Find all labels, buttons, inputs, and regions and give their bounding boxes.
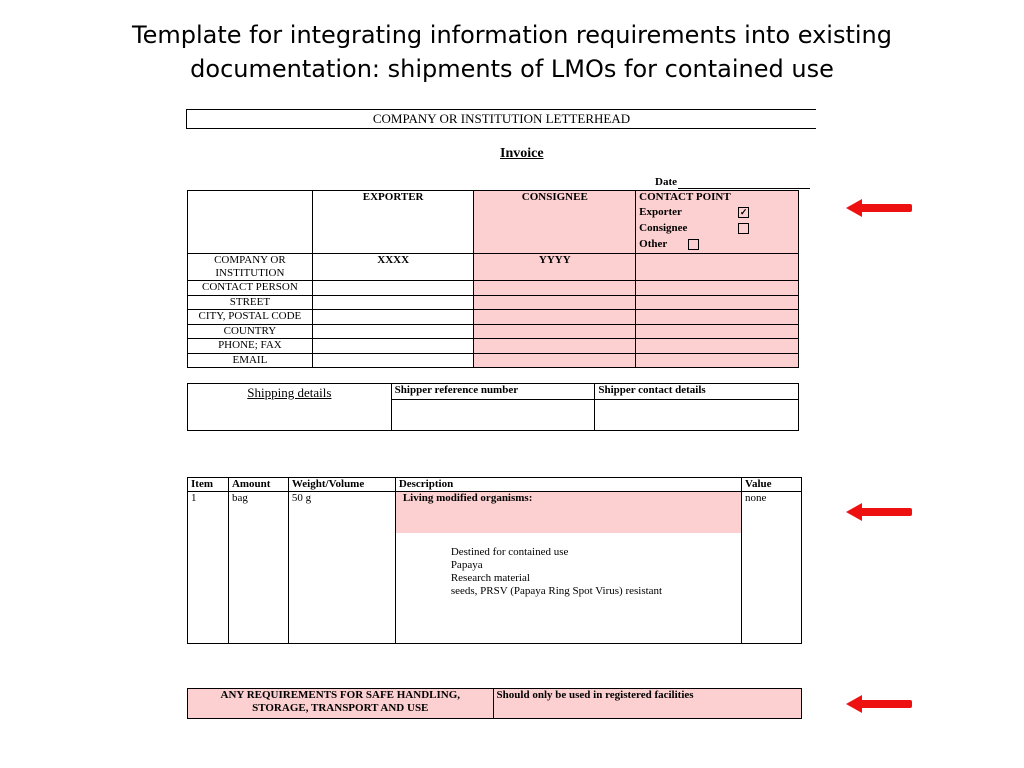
- shipping-table: [187, 383, 799, 431]
- value-header: Value: [742, 478, 802, 492]
- invoice-title: Invoice: [500, 146, 544, 161]
- lmo-label: Living modified organisms:: [396, 492, 741, 533]
- row-label: COUNTRY: [188, 325, 313, 339]
- contact-option-label: Exporter: [639, 206, 682, 218]
- contact-point-cell: [636, 191, 799, 254]
- exporter-value: [312, 296, 474, 310]
- requirements-label-line-2: STORAGE, TRANSPORT AND USE: [252, 702, 429, 714]
- row-label: EMAIL: [188, 354, 313, 368]
- consignee-value: [474, 281, 636, 296]
- detail-line: Papaya: [450, 559, 483, 571]
- items-table: [187, 477, 802, 644]
- contact-value: [636, 354, 799, 368]
- exporter-value: XXXX: [312, 254, 474, 281]
- empty-checkbox-icon[interactable]: [738, 223, 749, 234]
- requirements-row: [188, 689, 802, 719]
- party-row-email: [188, 354, 799, 368]
- description-header: Description: [395, 478, 741, 492]
- detail-line: Destined for contained use: [450, 546, 569, 558]
- contact-value: [636, 325, 799, 339]
- shipper-contact-value: [595, 400, 799, 431]
- description-cell: [395, 492, 741, 644]
- arrow-shaft: [860, 700, 912, 708]
- item-header: Item: [188, 478, 229, 492]
- row-label: CONTACT PERSON: [188, 281, 313, 296]
- contact-value: [636, 339, 799, 354]
- party-row-contact-person: [188, 281, 799, 296]
- row-label: PHONE; FAX: [188, 339, 313, 354]
- description-details: [396, 533, 741, 598]
- red-arrow-icon: [846, 199, 914, 217]
- slide-title-line-2: documentation: shipments of LMOs for contained use: [190, 55, 834, 83]
- contact-option-other[interactable]: [639, 236, 699, 252]
- consignee-value: [474, 354, 636, 368]
- party-row-phone: [188, 339, 799, 354]
- party-row-city: [188, 310, 799, 325]
- shipper-contact-header: Shipper contact details: [595, 384, 799, 400]
- party-row-street: [188, 296, 799, 310]
- consignee-value: YYYY: [474, 254, 636, 281]
- row-label: CITY, POSTAL CODE: [188, 310, 313, 325]
- exporter-value: [312, 310, 474, 325]
- contact-value: [636, 296, 799, 310]
- amount-header: Amount: [228, 478, 288, 492]
- shipper-ref-header: Shipper reference number: [391, 384, 595, 400]
- parties-header-row: [188, 191, 799, 254]
- slide-title: [0, 18, 1024, 86]
- contact-option-exporter[interactable]: [639, 204, 749, 220]
- consignee-value: [474, 296, 636, 310]
- contact-value: [636, 310, 799, 325]
- red-arrow-icon: [846, 503, 914, 521]
- contact-value: [636, 281, 799, 296]
- shipper-ref-value: [391, 400, 595, 431]
- requirements-value: Should only be used in registered facilities: [493, 689, 801, 719]
- party-row-country: [188, 325, 799, 339]
- empty-checkbox-icon[interactable]: [688, 239, 699, 250]
- parties-empty-cell: [188, 191, 313, 254]
- table-row: [188, 492, 802, 644]
- checked-checkbox-icon[interactable]: ✓: [739, 206, 748, 217]
- date-label: Date: [655, 176, 677, 188]
- letterhead-text: COMPANY OR INSTITUTION LETTERHEAD: [372, 111, 631, 126]
- requirements-label-line-1: ANY REQUIREMENTS FOR SAFE HANDLING,: [220, 689, 461, 701]
- consignee-value: [474, 325, 636, 339]
- weight-header: Weight/Volume: [288, 478, 395, 492]
- parties-table: [187, 190, 799, 368]
- exporter-value: [312, 325, 474, 339]
- consignee-value: [474, 339, 636, 354]
- items-header-row: [188, 478, 802, 492]
- party-row-company: [188, 254, 799, 281]
- shipping-header-row: [188, 384, 799, 400]
- detail-line: Research material: [450, 572, 530, 584]
- requirements-table: [187, 688, 802, 719]
- red-arrow-icon: [846, 695, 914, 713]
- exporter-value: [312, 339, 474, 354]
- contact-point-title: CONTACT POINT: [639, 191, 731, 203]
- item-value: 1: [188, 492, 229, 644]
- value-cell: none: [742, 492, 802, 644]
- contact-option-consignee[interactable]: [639, 220, 749, 236]
- row-label: COMPANY OR INSTITUTION: [188, 254, 313, 281]
- detail-line: seeds, PRSV (Papaya Ring Spot Virus) resistant: [450, 585, 663, 597]
- exporter-value: [312, 354, 474, 368]
- requirements-label: [188, 689, 494, 719]
- letterhead-box: [186, 109, 816, 129]
- date-line: [678, 188, 810, 189]
- amount-value: bag: [228, 492, 288, 644]
- exporter-value: [312, 281, 474, 296]
- row-label: STREET: [188, 296, 313, 310]
- arrow-shaft: [860, 508, 912, 516]
- contact-value: [636, 254, 799, 281]
- shipping-details-label: Shipping details: [188, 384, 392, 431]
- contact-option-label: Consignee: [639, 222, 688, 234]
- consignee-value: [474, 310, 636, 325]
- consignee-header: CONSIGNEE: [474, 191, 636, 254]
- contact-option-label: Other: [639, 238, 668, 250]
- arrow-shaft: [860, 204, 912, 212]
- slide-title-line-1: Template for integrating information requirements into existing: [132, 21, 892, 49]
- exporter-header: EXPORTER: [312, 191, 474, 254]
- weight-value: 50 g: [288, 492, 395, 644]
